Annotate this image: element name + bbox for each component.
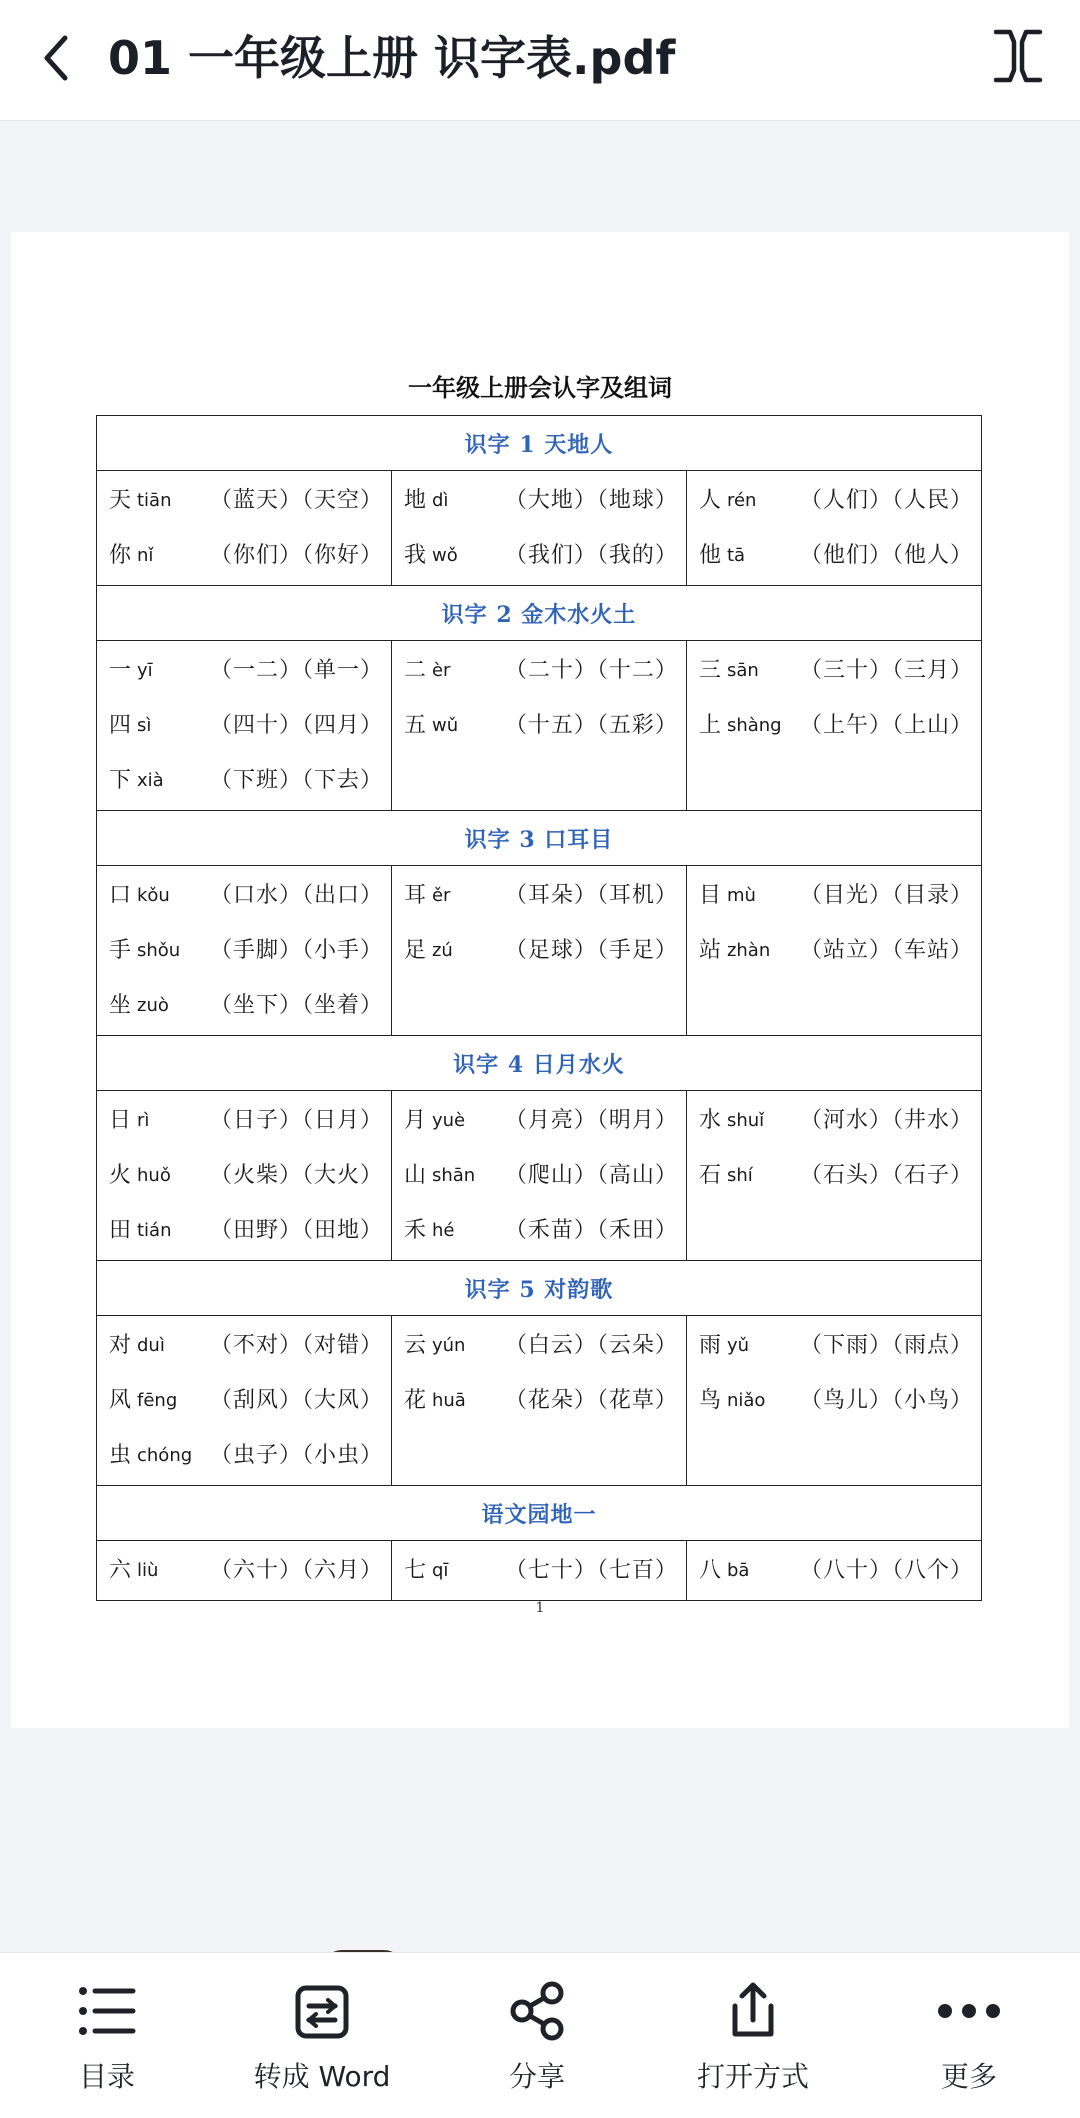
convert-word-label: 转成 Word	[253, 2060, 391, 2093]
pinyin: shí	[726, 1165, 753, 1186]
example-words: （一二）（单一）	[209, 658, 383, 683]
character: 下	[109, 768, 132, 793]
example-words: （站立）（车站）	[799, 938, 973, 963]
word-entry	[687, 1318, 981, 1373]
section-body-row	[97, 641, 982, 811]
word-entry	[97, 923, 391, 978]
word-cell	[686, 1316, 981, 1486]
word-entry	[97, 1093, 391, 1148]
share-label: 分享	[508, 2060, 565, 2093]
section-heading: 识字 5 对韵歌	[97, 1261, 982, 1316]
pinyin: tā	[726, 545, 746, 566]
pinyin: chóng	[137, 1445, 193, 1466]
pinyin: qī	[431, 1560, 449, 1581]
example-words: （爬山）（高山）	[504, 1163, 678, 1188]
character: 五	[403, 713, 426, 738]
word-cell	[391, 1541, 686, 1601]
word-cell	[391, 641, 686, 811]
example-words: （他们）（他人）	[799, 543, 973, 568]
pinyin: shuǐ	[726, 1110, 765, 1131]
pinyin: mù	[726, 885, 756, 906]
word-entry	[687, 698, 981, 753]
section-heading: 识字 1 天地人	[97, 416, 982, 471]
pinyin: xià	[137, 770, 164, 791]
section-body-row	[97, 1316, 982, 1486]
word-cell	[686, 1541, 981, 1601]
pinyin: yǔ	[726, 1335, 749, 1356]
word-cell	[686, 641, 981, 811]
example-words: （鸟儿）（小鸟）	[799, 1388, 973, 1413]
character: 六	[109, 1558, 132, 1583]
word-entry	[687, 1373, 981, 1428]
pinyin: ěr	[431, 885, 451, 906]
word-entry	[392, 1093, 686, 1148]
pinyin: zú	[431, 940, 453, 961]
pinyin: yuè	[431, 1110, 466, 1131]
example-words: （三十）（三月）	[799, 658, 973, 683]
word-entry	[97, 1373, 391, 1428]
example-words: （八十）（八个）	[799, 1558, 973, 1583]
more-icon	[937, 2001, 1001, 2021]
example-words: （六十）（六月）	[209, 1558, 383, 1583]
pinyin: yún	[431, 1335, 466, 1356]
more-label: 更多	[940, 2060, 997, 2093]
chevron-left-icon	[41, 34, 71, 82]
pinyin: huā	[431, 1390, 466, 1411]
example-words: （田野）（田地）	[209, 1218, 383, 1243]
section-header-row	[97, 1486, 982, 1541]
open-with-label: 打开方式	[696, 2060, 809, 2093]
pinyin: shǒu	[137, 940, 181, 961]
example-words: （日子）（日月）	[209, 1108, 383, 1133]
more-button[interactable]	[869, 1971, 1069, 2111]
example-words: （七十）（七百）	[504, 1558, 678, 1583]
character: 云	[403, 1333, 426, 1358]
example-words: （河水）（井水）	[799, 1108, 973, 1133]
word-cell	[97, 866, 392, 1036]
example-words: （大地）（地球）	[504, 488, 678, 513]
pinyin: wǔ	[431, 715, 459, 736]
word-cell	[391, 471, 686, 586]
pinyin: dì	[431, 490, 449, 511]
pinyin: èr	[431, 660, 451, 681]
pinyin: tiān	[137, 490, 172, 511]
example-words: （蓝天）（天空）	[209, 488, 383, 513]
pinyin: nǐ	[137, 545, 154, 566]
pinyin: kǒu	[137, 885, 170, 906]
example-words: （十五）（五彩）	[504, 713, 678, 738]
example-words: （人们）（人民）	[799, 488, 973, 513]
word-entry	[97, 1148, 391, 1203]
character: 天	[109, 488, 132, 513]
example-words: （口水）（出口）	[209, 883, 383, 908]
example-words: （不对）（对错）	[209, 1333, 383, 1358]
example-words: （火柴）（大火）	[209, 1163, 383, 1188]
word-entry	[97, 868, 391, 923]
list-icon	[77, 1985, 137, 2037]
word-entry	[97, 528, 391, 583]
share-icon	[507, 1981, 567, 2041]
word-entry	[392, 1543, 686, 1598]
word-cell	[391, 866, 686, 1036]
word-entry	[687, 1543, 981, 1598]
example-words: （下班）（下去）	[209, 768, 383, 793]
word-entry	[392, 1318, 686, 1373]
pinyin: zuò	[137, 995, 169, 1016]
example-words: （禾苗）（禾田）	[504, 1218, 678, 1243]
character: 虫	[109, 1443, 132, 1468]
character: 水	[698, 1108, 721, 1133]
back-button[interactable]	[30, 22, 82, 94]
word-cell	[97, 1091, 392, 1261]
vocabulary-table	[96, 415, 982, 1601]
example-words: （石头）（石子）	[799, 1163, 973, 1188]
character: 雨	[698, 1333, 721, 1358]
pinyin: huǒ	[137, 1165, 171, 1186]
page-number: 1	[535, 1600, 545, 1616]
word-entry	[392, 528, 686, 583]
section-header-row	[97, 1036, 982, 1091]
character: 我	[403, 543, 426, 568]
example-words: （上午）（上山）	[799, 713, 973, 738]
character: 田	[109, 1218, 132, 1243]
pinyin: yī	[137, 660, 153, 681]
pinyin: niǎo	[726, 1390, 766, 1411]
example-words: （目光）（目录）	[799, 883, 973, 908]
open-with-button[interactable]	[653, 1971, 853, 2111]
open-with-icon	[723, 1980, 783, 2042]
word-entry	[392, 643, 686, 698]
character: 花	[403, 1388, 426, 1413]
example-words: （坐下）（坐着）	[209, 993, 383, 1018]
character: 山	[403, 1163, 426, 1188]
character: 一	[109, 658, 132, 683]
section-heading: 识字 3 口耳目	[97, 811, 982, 866]
section-body-row	[97, 1541, 982, 1601]
character: 月	[403, 1108, 426, 1133]
pinyin: shàng	[726, 715, 782, 736]
fullscreen-icon	[992, 28, 1044, 84]
word-cell	[686, 471, 981, 586]
word-entry	[687, 643, 981, 698]
word-entry	[392, 698, 686, 753]
character: 鸟	[698, 1388, 721, 1413]
example-words: （我们）（我的）	[504, 543, 678, 568]
pinyin: rì	[137, 1110, 150, 1131]
example-words: （刮风）（大风）	[209, 1388, 383, 1413]
word-entry	[392, 868, 686, 923]
character: 对	[109, 1333, 132, 1358]
example-words: （四十）（四月）	[209, 713, 383, 738]
section-heading: 识字 2 金木水火土	[97, 586, 982, 641]
word-entry	[97, 1318, 391, 1373]
character: 石	[698, 1163, 721, 1188]
word-entry	[687, 868, 981, 923]
section-heading: 识字 4 日月水火	[97, 1036, 982, 1091]
example-words: （月亮）（明月）	[504, 1108, 678, 1133]
pinyin: fēng	[137, 1390, 178, 1411]
word-cell	[97, 1316, 392, 1486]
character: 上	[698, 713, 721, 738]
toc-label: 目录	[78, 2060, 135, 2093]
word-entry	[97, 1543, 391, 1598]
character: 手	[109, 938, 132, 963]
character: 三	[698, 658, 721, 683]
top-bar	[0, 0, 1080, 121]
character: 二	[403, 658, 426, 683]
pinyin: zhàn	[726, 940, 771, 961]
word-cell	[686, 866, 981, 1036]
character: 四	[109, 713, 132, 738]
example-words: （耳朵）（耳机）	[504, 883, 678, 908]
pinyin: wǒ	[431, 545, 458, 566]
character: 口	[109, 883, 132, 908]
character: 日	[109, 1108, 132, 1133]
word-cell	[391, 1091, 686, 1261]
character: 他	[698, 543, 721, 568]
word-entry	[687, 1148, 981, 1203]
word-cell	[391, 1316, 686, 1486]
section-body-row	[97, 866, 982, 1036]
example-words: （白云）（云朵）	[504, 1333, 678, 1358]
convert-word-button[interactable]	[222, 1971, 422, 2111]
section-header-row	[97, 811, 982, 866]
word-entry	[97, 1203, 391, 1258]
character: 站	[698, 938, 721, 963]
character: 你	[109, 543, 132, 568]
word-entry	[392, 923, 686, 978]
character: 七	[403, 1558, 426, 1583]
pinyin: liù	[137, 1560, 159, 1581]
character: 风	[109, 1388, 132, 1413]
example-words: （你们）（你好）	[209, 543, 383, 568]
pinyin: shān	[431, 1165, 476, 1186]
word-entry	[97, 698, 391, 753]
convert-word-icon	[294, 1982, 350, 2040]
word-entry	[687, 528, 981, 583]
word-cell	[686, 1091, 981, 1261]
character: 禾	[403, 1218, 426, 1243]
share-button[interactable]	[437, 1971, 637, 2111]
pinyin: bā	[726, 1560, 750, 1581]
word-entry	[392, 1203, 686, 1258]
word-entry	[97, 978, 391, 1033]
page-heading: 一年级上册会认字及组词	[408, 373, 672, 402]
pinyin: tián	[137, 1220, 172, 1241]
example-words: （足球）（手足）	[504, 938, 678, 963]
character: 八	[698, 1558, 721, 1583]
section-body-row	[97, 1091, 982, 1261]
character: 地	[403, 488, 426, 513]
example-words: （二十）（十二）	[504, 658, 678, 683]
word-cell	[97, 1541, 392, 1601]
example-words: （虫子）（小虫）	[209, 1443, 383, 1468]
word-entry	[687, 1093, 981, 1148]
word-entry	[392, 1148, 686, 1203]
character: 足	[403, 938, 426, 963]
pinyin: rén	[726, 490, 757, 511]
word-entry	[392, 473, 686, 528]
pdf-page[interactable]	[11, 232, 1069, 1728]
character: 耳	[403, 883, 426, 908]
section-header-row	[97, 416, 982, 471]
example-words: （花朵）（花草）	[504, 1388, 678, 1413]
word-entry	[97, 643, 391, 698]
word-entry	[392, 1373, 686, 1428]
character: 坐	[109, 993, 132, 1018]
character: 人	[698, 488, 721, 513]
example-words: （手脚）（小手）	[209, 938, 383, 963]
example-words: （下雨）（雨点）	[799, 1333, 973, 1358]
word-entry	[97, 1428, 391, 1483]
section-header-row	[97, 1261, 982, 1316]
word-entry	[97, 473, 391, 528]
toc-button[interactable]	[7, 1971, 207, 2111]
section-heading: 语文园地一	[97, 1486, 982, 1541]
pinyin: sì	[137, 715, 152, 736]
character: 火	[109, 1163, 132, 1188]
pinyin: sān	[726, 660, 759, 681]
pinyin: hé	[431, 1220, 455, 1241]
word-entry	[687, 923, 981, 978]
bottom-toolbar	[0, 1952, 1080, 2118]
word-cell	[97, 641, 392, 811]
section-header-row	[97, 586, 982, 641]
section-body-row	[97, 471, 982, 586]
word-entry	[97, 753, 391, 808]
character: 目	[698, 883, 721, 908]
word-entry	[687, 473, 981, 528]
fullscreen-button[interactable]	[986, 24, 1050, 88]
word-cell	[97, 471, 392, 586]
pinyin: duì	[137, 1335, 165, 1356]
document-title: 01 一年级上册 识字表.pdf	[108, 31, 676, 85]
